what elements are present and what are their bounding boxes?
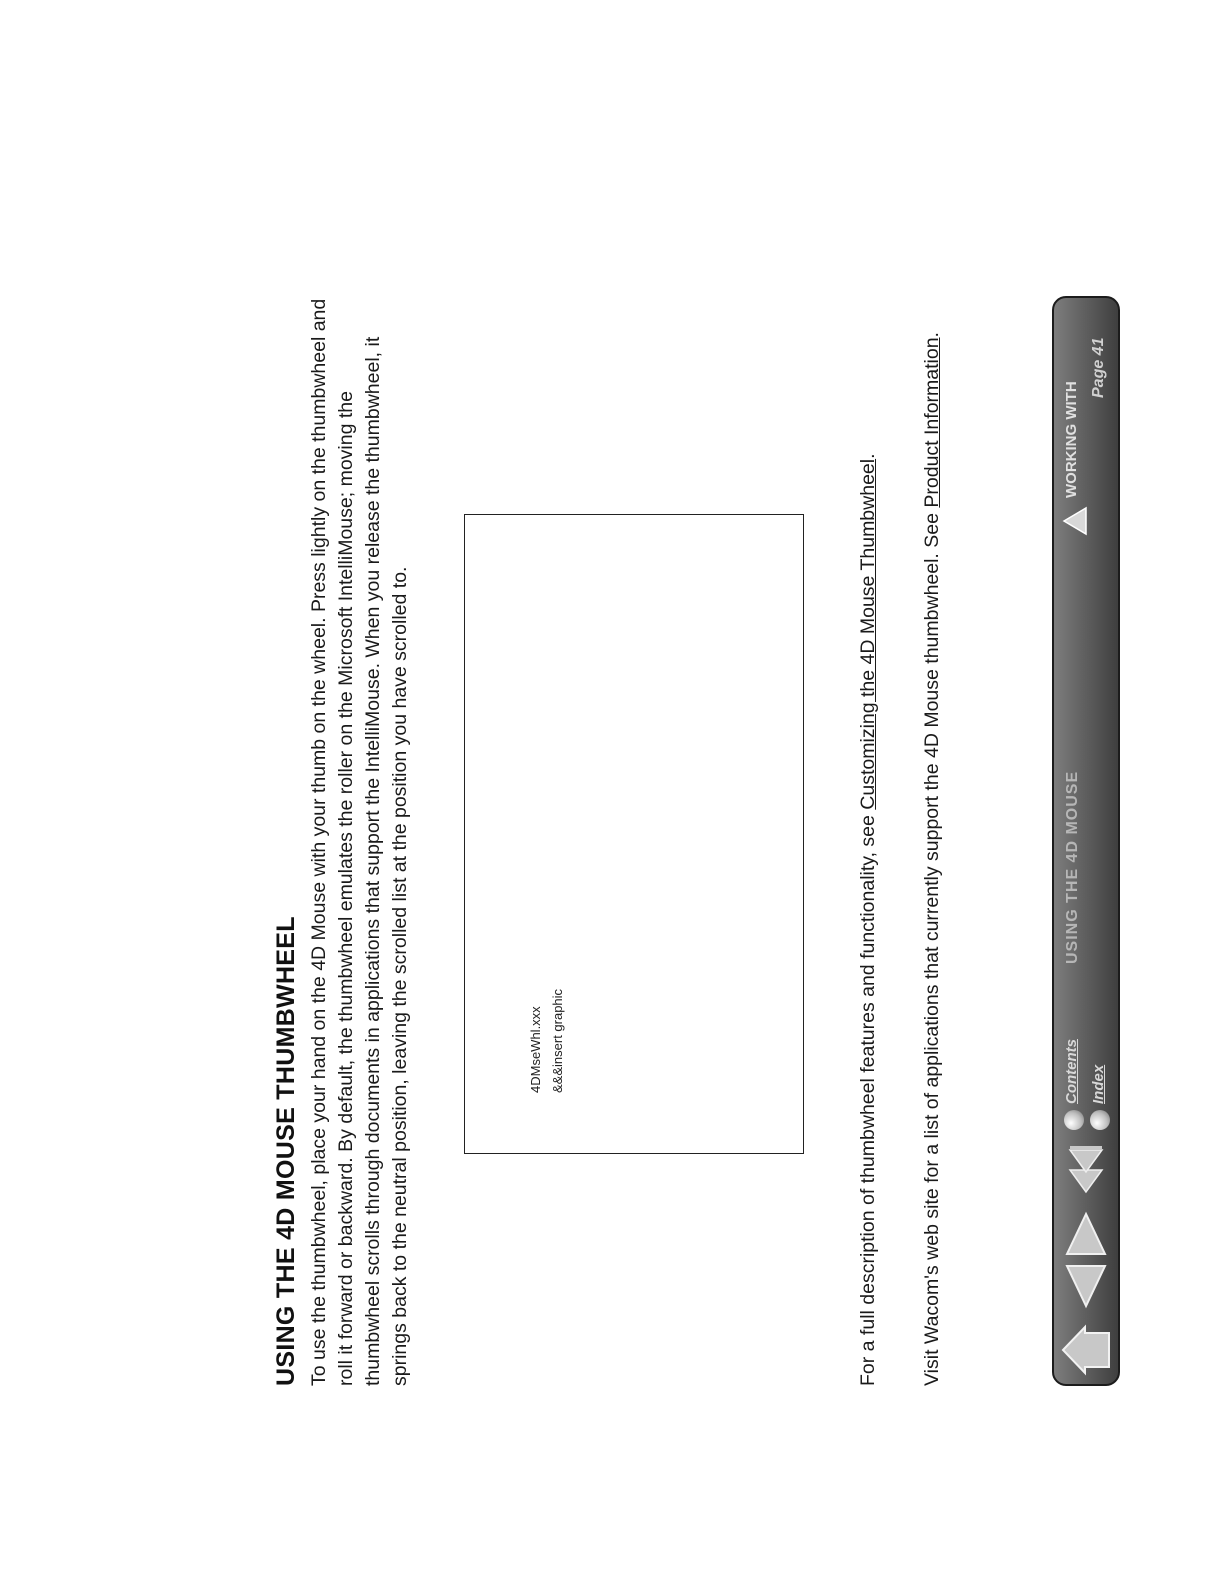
visit-text: Visit Wacom's web site for a list of applications that currently support the 4D Mouse thumbwheel. See — [921, 507, 943, 1386]
page-heading: USING THE 4D MOUSE THUMBWHEEL — [272, 916, 300, 1386]
index-link[interactable]: Index — [1090, 1064, 1107, 1104]
navbar-chapter-label: WORKING WITH — [1063, 381, 1080, 498]
graphic-filename: 4DMseWhl.xxx — [528, 1006, 543, 1093]
intro-paragraph: To use the thumbwheel, place your hand on the 4D Mouse with your thumb on the wheel. Press lightly on the thumbwheel and roll it forward or backward. By default, the thumbwheel emulates the roller on the Microsoft IntelliMouse; moving the thumbwheel scrolls through documents in applications that support the IntelliMouse. When you release the thumbwheel, it springs back to the neutral position, leaving the scrolled list at the position you have scrolled to. — [308, 298, 411, 1386]
warning-triangle-icon — [1062, 506, 1088, 536]
description-paragraph — [855, 296, 882, 1386]
next-page-icon[interactable] — [1064, 1210, 1108, 1258]
customizing-thumbwheel-link[interactable]: Customizing the 4D Mouse Thumbwheel — [857, 458, 879, 810]
navigation-toolbar — [1052, 296, 1120, 1386]
visit-paragraph — [919, 296, 946, 1386]
previous-page-icon[interactable] — [1064, 1262, 1108, 1310]
page-number: Page 41 — [1090, 337, 1107, 398]
description-text: For a full description of thumbwheel features and functionality, see — [857, 809, 879, 1386]
description-end: . — [857, 453, 879, 459]
index-bullet-icon — [1090, 1110, 1110, 1130]
graphic-placeholder-label: &&&insert graphic — [550, 988, 565, 1093]
back-icon[interactable] — [1066, 1144, 1106, 1194]
rotated-page — [272, 276, 1142, 1386]
contents-link[interactable]: Contents — [1063, 1039, 1080, 1104]
navbar-section-title: USING THE 4D MOUSE — [1064, 770, 1081, 964]
graphic-placeholder-box — [464, 514, 804, 1154]
visit-end: . — [921, 332, 943, 338]
home-icon[interactable] — [1060, 1324, 1112, 1376]
graphic-placeholder-text — [525, 989, 569, 1093]
product-information-link[interactable]: Product Information — [921, 337, 943, 508]
contents-bullet-icon — [1064, 1110, 1084, 1130]
